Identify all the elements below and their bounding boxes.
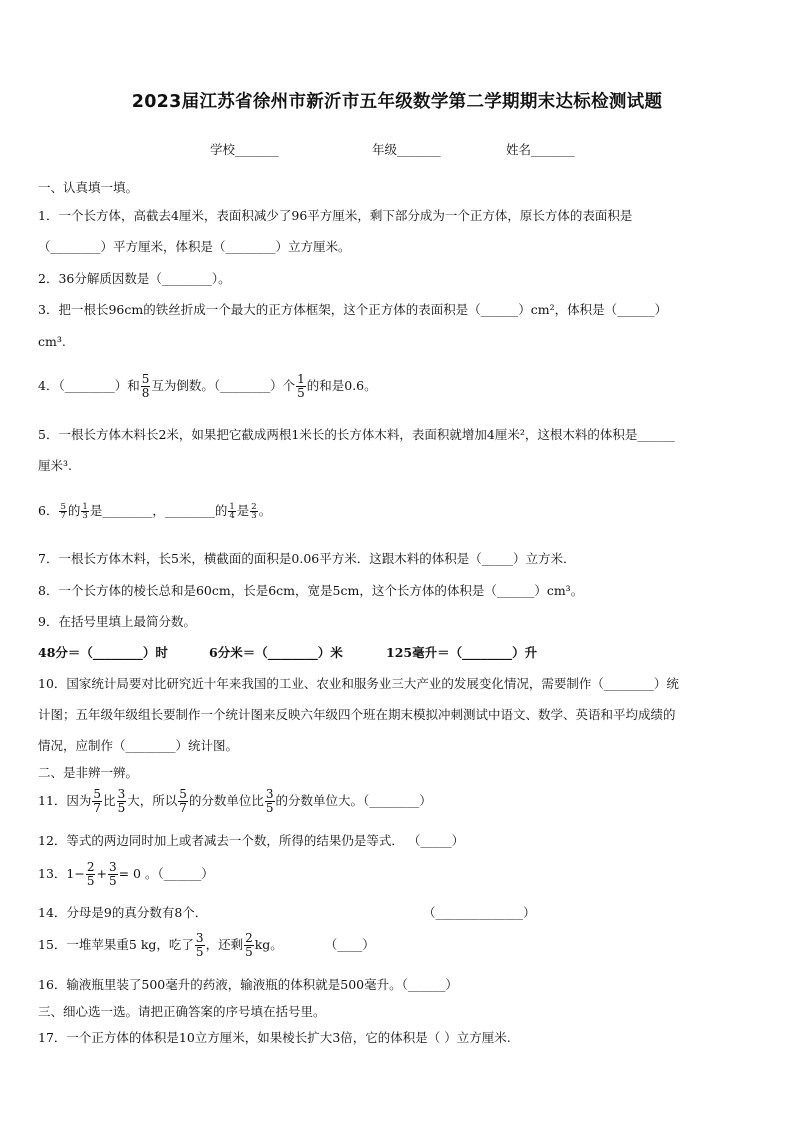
question-14: 14．分母是9的真分数有8个． [38,905,208,920]
fraction: $\frac{1}{5}$ [297,372,305,400]
section-heading: 二、是非辨一辨。 [38,765,139,780]
question-8: 8．一个长方体的棱长总和是60cm，长是6cm，宽是5cm，这个长方体的体积是（______）cm³。 [38,583,584,598]
fraction: $\frac{2}{5}$ [86,860,95,888]
question-2: 2．36分解质因数是（________）。 [38,271,231,286]
question-7: 7．一根长方体木料，长5米，横截面的面积是0.06平方米．这跟木料的体积是（_____）立方米． [38,551,576,566]
fraction: $\frac{1}{4}$ [229,502,235,521]
question-1-line-1: 1．一个长方体，高截去4厘米，表面积减少了96平方厘米，剩下部分成为一个正方体，原长方体的表面积是 [38,208,633,223]
question-14-answer: （______________） [423,905,536,920]
question-1-line-2: （________）平方厘米，体积是（________）立方厘米。 [38,239,351,254]
page-title: 2023届江苏省徐州市新沂市五年级数学第二学期期末达标检测试题 [131,92,663,112]
question-16: 16．输液瓶里装了500毫升的药液，输液瓶的体积就是500毫升。（______） [38,977,458,992]
question-9: 9．在括号里填上最简分数。 [38,614,196,629]
question-15: 15．一堆苹果重5 kg，吃了 $\frac{3}{5}$ ，还剩 $\frac{2}{5}$ kg。 （____） [38,931,375,959]
question-5-line-2: 厘米³. [38,458,72,473]
fraction: $\frac{5}{7}$ [93,787,102,815]
q4-text-1: 4．（________）和 [38,378,140,393]
question-10-line-3: 情况，应制作（________）统计图。 [38,738,239,753]
question-9-a: 48分＝（________）时 [38,645,168,660]
question-3-line-1: 3．把一根长96cm的铁丝折成一个最大的正方体框架，这个正方体的表面积是（______）cm²，体积是（______） [38,302,668,317]
fraction: $\frac{2}{3}$ [251,502,257,521]
fraction: $\frac{5}{7}$ [60,502,66,521]
q4-text-3: 的和是0.6。 [306,378,377,393]
name-field: 姓名_______ [506,142,575,157]
fraction: $\frac{3}{5}$ [117,787,126,815]
fraction: $\frac{5}{7}$ [179,787,187,815]
question-3-line-2: cm³. [38,334,66,349]
section-heading: 一、认真填一填。 [38,180,139,195]
grade-field: 年级_______ [372,142,441,157]
fraction: $\frac{2}{5}$ [245,931,253,959]
fraction: $\frac{3}{5}$ [265,787,274,815]
question-12: 12．等式的两边同时加上或者减去一个数，所得的结果仍是等式． （_____） [38,833,465,848]
school-field: 学校_______ [210,142,279,157]
question-17: 17．一个正方体的体积是10立方厘米，如果棱长扩大3倍，它的体积是（ ）立方厘米. [38,1030,511,1045]
fraction: $\frac{3}{5}$ [108,860,117,888]
question-9-b: 6分米＝（________）米 [209,645,343,660]
fraction: $\frac{3}{5}$ [195,931,204,959]
question-10-line-2: 计图；五年级年级组长要制作一个统计图来反映六年级四个班在期末模拟冲刺测试中语文、数学、英语和平均成绩的 [38,707,676,722]
question-9-c: 125毫升＝（________）升 [386,645,538,660]
question-13: 13．1− $\frac{2}{5}$ + $\frac{3}{5}$ = 0 。（______） [38,860,214,888]
question-5-line-1: 5．一根长方体木料长2米，如果把它截成两根1米长的长方体木料，表面积就增加4厘米²，这根木料的体积是______ [38,427,675,442]
question-10-line-1: 10．国家统计局要对比研究近十年来我国的工业、农业和服务业三大产业的发展变化情况，需要制作（________）统 [38,676,679,691]
fraction: $\frac{5}{8}$ [141,372,150,400]
fraction: $\frac{1}{3}$ [82,502,88,521]
q4-text-2: 互为倒数。（________）个 [151,378,296,393]
section-heading: 三、细心选一选。请把正确答案的序号填在括号里。 [38,1004,326,1019]
question-6: 6． $\frac{5}{7}$ 的 $\frac{1}{3}$ 是________，________的 $\frac{1}{4}$ 是 $\frac{2}{3}$ 。 [38,502,272,521]
question-11: 11．因为 $\frac{5}{7}$ 比 $\frac{3}{5}$ 大，所以 $\frac{5}{7}$ 的分数单位比 $\frac{3}{5}$ 的分数单位大。（________） [38,787,432,815]
question-4 [38,373,377,400]
